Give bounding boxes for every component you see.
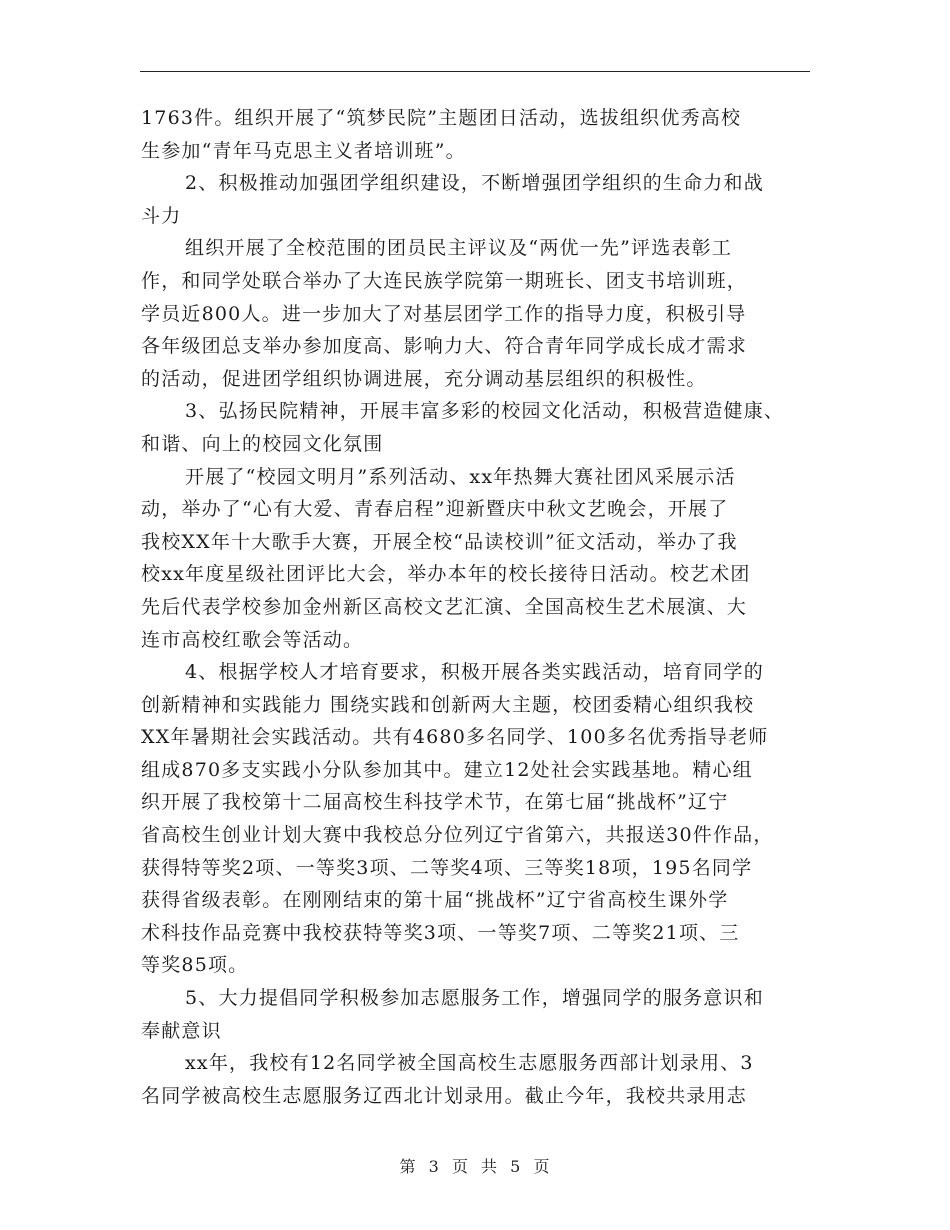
- text-line: 名同学被高校生志愿服务辽西北计划录用。截止今年，我校共录用志: [141, 1084, 748, 1107]
- text-line: 获得特等奖2项、一等奖3项、二等奖4项、三等奖18项，195名同学: [141, 856, 753, 879]
- text-line: 奉献意识: [141, 1019, 222, 1042]
- footer-total-pages: 5: [510, 1157, 522, 1176]
- footer-label-total: 共: [481, 1157, 499, 1176]
- text-line: 作，和同学处联合举办了大连民族学院第一期班长、团支书培训班，: [141, 269, 748, 292]
- text-line: 动，举办了“心有大爱、青春启程”迎新暨庆中秋文艺晚会，开展了: [141, 498, 729, 521]
- text-line: 省高校生创业计划大赛中我校总分位列辽宁省第六，共报送30件作品，: [141, 824, 774, 847]
- footer-current-page: 3: [428, 1157, 440, 1176]
- footer-label-page: 第: [399, 1157, 417, 1176]
- body-text: [141, 102, 821, 1112]
- text-line: 斗力: [141, 204, 182, 227]
- text-line: 我校XX年十大歌手大赛，开展全校“品读校训”征文活动，举办了我: [141, 530, 738, 553]
- footer-label-unit: 页: [451, 1157, 469, 1176]
- text-line: 获得省级表彰。在刚刚结束的第十届“挑战杯”辽宁省高校生课外学: [141, 889, 729, 912]
- text-line: 组织开展了全校范围的团员民主评议及“两优一先”评选表彰工: [185, 237, 733, 260]
- text-line: XX年暑期社会实践活动。共有4680多名同学、100多名优秀指导老师: [141, 726, 769, 749]
- text-line: 1763件。组织开展了“筑梦民院”主题团日活动，选拔组织优秀高校: [141, 107, 742, 129]
- header-rule: [140, 71, 810, 72]
- text-line: 5、大力提倡同学积极参加志愿服务工作，增强同学的服务意识和: [185, 987, 764, 1010]
- text-line: 4、根据学校人才培育要求，积极开展各类实践活动，培育同学的: [185, 661, 764, 684]
- text-line: 组成870多支实践小分队参加其中。建立12处社会实践基地。精心组: [141, 758, 753, 781]
- text-line: 生参加“青年马克思主义者培训班”。: [141, 139, 466, 162]
- text-line: xx年，我校有12名同学被全国高校生志愿服务西部计划录用、3: [185, 1052, 754, 1075]
- text-line: 各年级团总支举办参加度高、影响力大、符合青年同学成长成才需求: [141, 335, 748, 358]
- text-line: 织开展了我校第十二届高校生科技学术节，在第七届“挑战杯”辽宁: [141, 791, 729, 814]
- text-line: 3、弘扬民院精神，开展丰富多彩的校园文化活动，积极营造健康、: [185, 400, 785, 423]
- text-line: 学员近800人。进一步加大了对基层团学工作的指导力度，积极引导: [141, 302, 747, 325]
- text-line: 2、积极推动加强团学组织建设，不断增强团学组织的生命力和战: [185, 172, 764, 195]
- text-line: 创新精神和实践能力 围绕实践和创新两大主题，校团委精心组织我校: [141, 693, 755, 716]
- text-line: 连市高校红歌会等活动。: [141, 628, 364, 651]
- text-line: 开展了“校园文明月”系列活动、xx年热舞大赛社团风采展示活: [185, 465, 736, 488]
- text-line: 术科技作品竞赛中我校获特等奖3项、一等奖7项、二等奖21项、三: [141, 921, 740, 944]
- text-line: 的活动，促进团学组织协调进展，充分调动基层组织的积极性。: [141, 367, 707, 390]
- text-line: 等奖85项。: [141, 954, 249, 977]
- text-line: 和谐、向上的校园文化氛围: [141, 432, 384, 455]
- footer-label-unit2: 页: [533, 1157, 551, 1176]
- page-footer: [0, 1154, 950, 1177]
- text-line: 校xx年度星级社团评比大会，举办本年的校长接待日活动。校艺术团: [141, 563, 751, 586]
- text-line: 先后代表学校参加金州新区高校文艺汇演、全国高校生艺术展演、大: [141, 595, 748, 618]
